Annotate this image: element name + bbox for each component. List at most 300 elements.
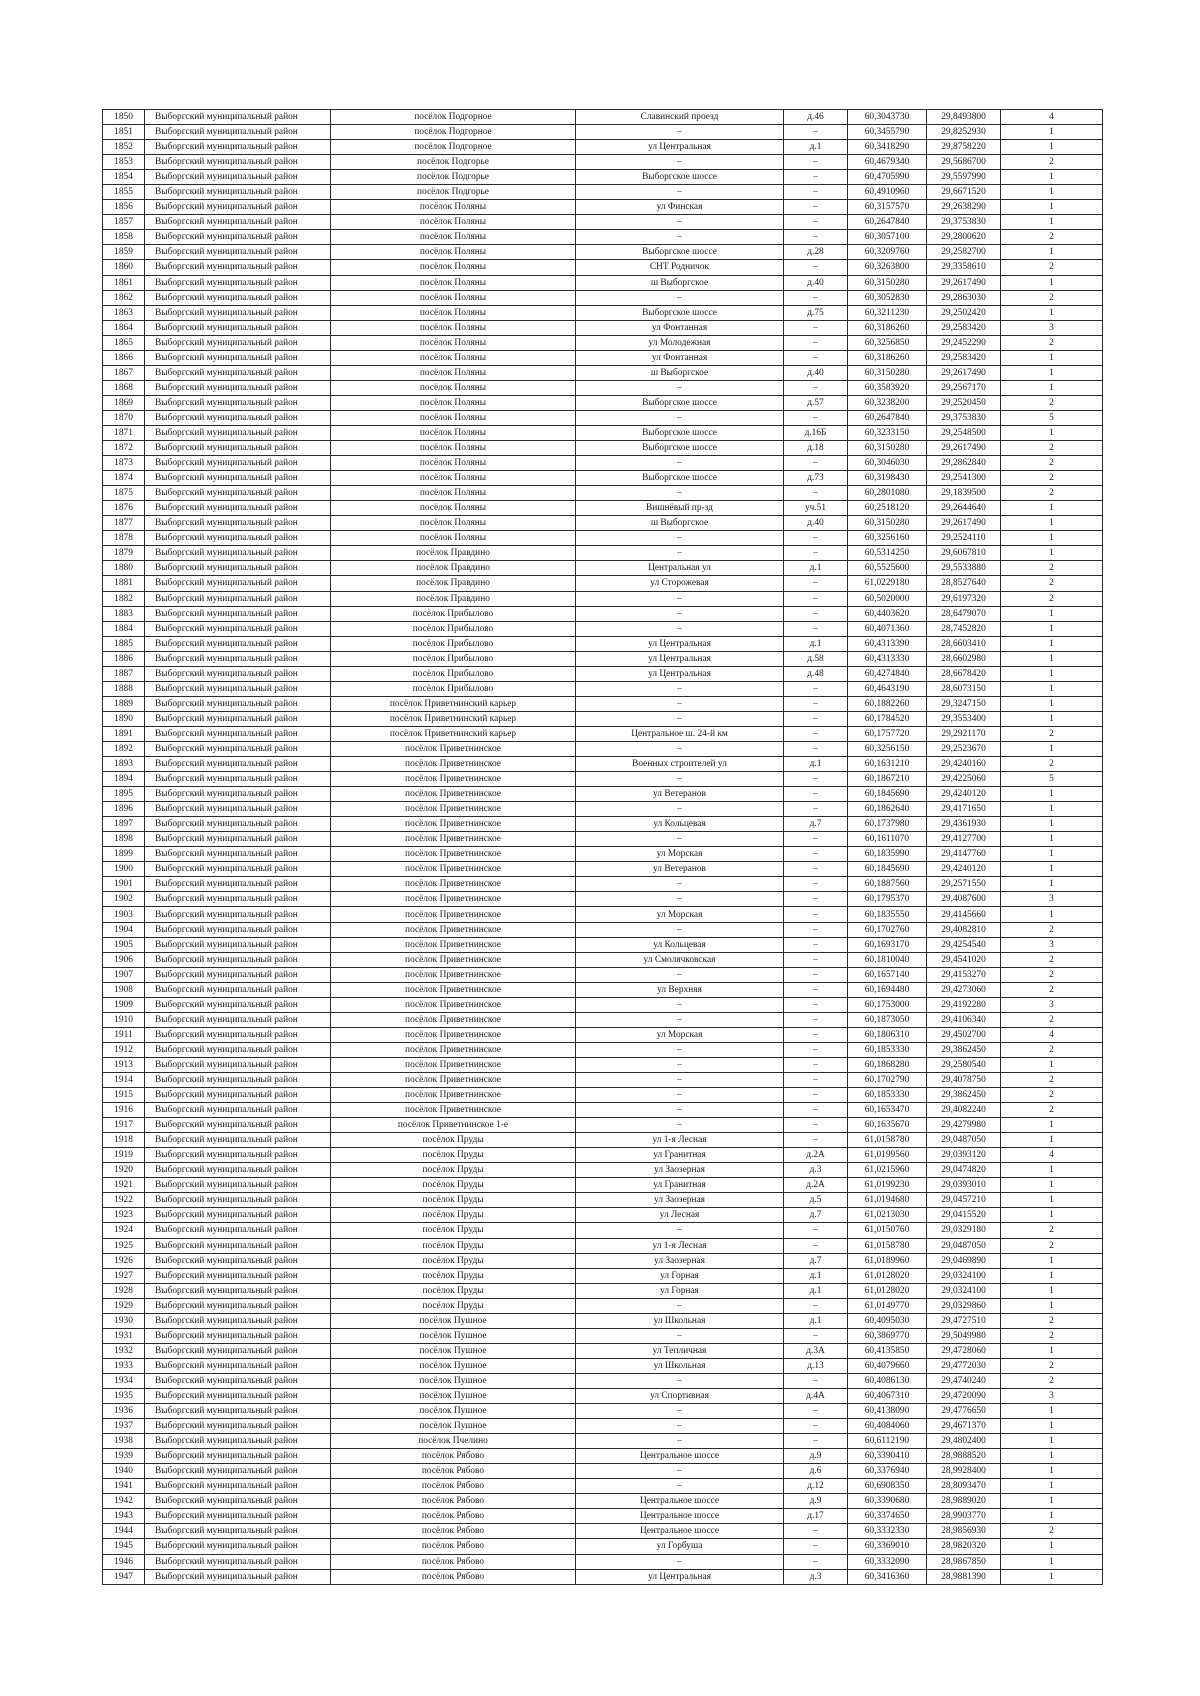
- settlement-cell: посёлок Поляны: [331, 425, 576, 440]
- latitude-cell: 60,4313330: [848, 651, 927, 666]
- count-cell: 2: [1001, 726, 1103, 741]
- table-row: [103, 1434, 1103, 1449]
- house-cell: –: [784, 290, 848, 305]
- street-cell: –: [576, 380, 784, 395]
- count-cell: 1: [1001, 1539, 1103, 1554]
- house-cell: –: [784, 1404, 848, 1419]
- row-number: 1873: [103, 456, 145, 471]
- row-number: 1909: [103, 997, 145, 1012]
- table-row: [103, 501, 1103, 516]
- row-number: 1859: [103, 245, 145, 260]
- table-row: [103, 1073, 1103, 1088]
- settlement-cell: посёлок Прибылово: [331, 666, 576, 681]
- district-cell: Выборгский муниципальный район: [145, 1057, 331, 1072]
- longitude-cell: 29,5533880: [927, 561, 1001, 576]
- longitude-cell: 29,4106340: [927, 1012, 1001, 1027]
- row-number: 1874: [103, 471, 145, 486]
- table-row: [103, 230, 1103, 245]
- district-cell: Выборгский муниципальный район: [145, 1283, 331, 1298]
- district-cell: Выборгский муниципальный район: [145, 410, 331, 425]
- latitude-cell: 60,4084060: [848, 1419, 927, 1434]
- count-cell: 1: [1001, 350, 1103, 365]
- district-cell: Выборгский муниципальный район: [145, 892, 331, 907]
- table-row: [103, 636, 1103, 651]
- district-cell: Выборгский муниципальный район: [145, 516, 331, 531]
- street-cell: –: [576, 997, 784, 1012]
- table-row: [103, 170, 1103, 185]
- table-row: [103, 952, 1103, 967]
- district-cell: Выборгский муниципальный район: [145, 847, 331, 862]
- longitude-cell: 28,7452820: [927, 621, 1001, 636]
- longitude-cell: 29,4078750: [927, 1073, 1001, 1088]
- row-number: 1871: [103, 425, 145, 440]
- count-cell: 1: [1001, 651, 1103, 666]
- latitude-cell: 60,3374650: [848, 1509, 927, 1524]
- latitude-cell: 61,0128020: [848, 1268, 927, 1283]
- count-cell: 1: [1001, 1449, 1103, 1464]
- longitude-cell: 29,4225060: [927, 772, 1001, 787]
- settlement-cell: посёлок Рябово: [331, 1524, 576, 1539]
- longitude-cell: 29,5597990: [927, 170, 1001, 185]
- table-row: [103, 1328, 1103, 1343]
- latitude-cell: 60,4313390: [848, 636, 927, 651]
- row-number: 1914: [103, 1073, 145, 1088]
- table-row: [103, 1419, 1103, 1434]
- latitude-cell: 60,3198430: [848, 471, 927, 486]
- settlement-cell: посёлок Приветнинское: [331, 832, 576, 847]
- count-cell: 2: [1001, 1012, 1103, 1027]
- table-row: [103, 1103, 1103, 1118]
- house-cell: –: [784, 1118, 848, 1133]
- latitude-cell: 60,2647840: [848, 215, 927, 230]
- district-cell: Выборгский муниципальный район: [145, 395, 331, 410]
- settlement-cell: посёлок Подгорье: [331, 155, 576, 170]
- longitude-cell: 29,4720090: [927, 1388, 1001, 1403]
- longitude-cell: 29,8758220: [927, 140, 1001, 155]
- longitude-cell: 29,3358610: [927, 260, 1001, 275]
- street-cell: –: [576, 1464, 784, 1479]
- latitude-cell: 60,4095030: [848, 1313, 927, 1328]
- table-row: [103, 1464, 1103, 1479]
- street-cell: Центральное шоссе: [576, 1509, 784, 1524]
- settlement-cell: посёлок Пушное: [331, 1313, 576, 1328]
- house-cell: –: [784, 1103, 848, 1118]
- longitude-cell: 28,8527640: [927, 576, 1001, 591]
- count-cell: 1: [1001, 245, 1103, 260]
- street-cell: ул Ветеранов: [576, 862, 784, 877]
- count-cell: 1: [1001, 1193, 1103, 1208]
- settlement-cell: посёлок Пруды: [331, 1283, 576, 1298]
- settlement-cell: посёлок Поляны: [331, 320, 576, 335]
- house-cell: д.17: [784, 1509, 848, 1524]
- longitude-cell: 29,8493800: [927, 110, 1001, 125]
- settlement-cell: посёлок Рябово: [331, 1494, 576, 1509]
- table-row: [103, 787, 1103, 802]
- row-number: 1869: [103, 395, 145, 410]
- row-number: 1868: [103, 380, 145, 395]
- table-row: [103, 1238, 1103, 1253]
- table-row: [103, 1163, 1103, 1178]
- count-cell: 2: [1001, 982, 1103, 997]
- settlement-cell: посёлок Рябово: [331, 1539, 576, 1554]
- table-row: [103, 1283, 1103, 1298]
- longitude-cell: 28,9856930: [927, 1524, 1001, 1539]
- settlement-cell: посёлок Приветнинское: [331, 1103, 576, 1118]
- settlement-cell: посёлок Правдино: [331, 591, 576, 606]
- street-cell: Выборгское шоссе: [576, 245, 784, 260]
- latitude-cell: 60,3186260: [848, 320, 927, 335]
- district-cell: Выборгский муниципальный район: [145, 335, 331, 350]
- longitude-cell: 29,0415520: [927, 1208, 1001, 1223]
- street-cell: –: [576, 456, 784, 471]
- table-row: [103, 1268, 1103, 1283]
- street-cell: ул Тепличная: [576, 1343, 784, 1358]
- district-cell: Выборгский муниципальный район: [145, 982, 331, 997]
- longitude-cell: 29,4776650: [927, 1404, 1001, 1419]
- table-row: [103, 711, 1103, 726]
- count-cell: 2: [1001, 260, 1103, 275]
- district-cell: Выборгский муниципальный район: [145, 1148, 331, 1163]
- house-cell: д.9: [784, 1449, 848, 1464]
- latitude-cell: 61,0199230: [848, 1178, 927, 1193]
- longitude-cell: 29,4192280: [927, 997, 1001, 1012]
- house-cell: –: [784, 1554, 848, 1569]
- count-cell: 1: [1001, 1057, 1103, 1072]
- latitude-cell: 60,3150280: [848, 441, 927, 456]
- house-cell: д.1: [784, 757, 848, 772]
- district-cell: Выборгский муниципальный район: [145, 1208, 331, 1223]
- count-cell: 1: [1001, 1133, 1103, 1148]
- latitude-cell: 60,1795370: [848, 892, 927, 907]
- street-cell: –: [576, 741, 784, 756]
- street-cell: –: [576, 215, 784, 230]
- house-cell: д.1: [784, 1283, 848, 1298]
- street-cell: ул Кольцевая: [576, 937, 784, 952]
- count-cell: 1: [1001, 1118, 1103, 1133]
- longitude-cell: 29,0324100: [927, 1268, 1001, 1283]
- longitude-cell: 29,2921170: [927, 726, 1001, 741]
- settlement-cell: посёлок Приветнинское 1-е: [331, 1118, 576, 1133]
- settlement-cell: посёлок Поляны: [331, 395, 576, 410]
- latitude-cell: 60,2518120: [848, 501, 927, 516]
- district-cell: Выборгский муниципальный район: [145, 772, 331, 787]
- settlement-cell: посёлок Правдино: [331, 546, 576, 561]
- house-cell: д.7: [784, 817, 848, 832]
- latitude-cell: 60,1694480: [848, 982, 927, 997]
- longitude-cell: 29,2541300: [927, 471, 1001, 486]
- row-number: 1942: [103, 1494, 145, 1509]
- street-cell: ул Центральная: [576, 666, 784, 681]
- street-cell: Центральная ул: [576, 561, 784, 576]
- district-cell: Выборгский муниципальный район: [145, 802, 331, 817]
- table-row: [103, 320, 1103, 335]
- count-cell: 2: [1001, 576, 1103, 591]
- settlement-cell: посёлок Приветнинское: [331, 1027, 576, 1042]
- house-cell: д.40: [784, 516, 848, 531]
- street-cell: ул Сторожевая: [576, 576, 784, 591]
- street-cell: –: [576, 621, 784, 636]
- longitude-cell: 29,2452290: [927, 335, 1001, 350]
- row-number: 1867: [103, 365, 145, 380]
- latitude-cell: 60,4086130: [848, 1373, 927, 1388]
- house-cell: –: [784, 696, 848, 711]
- row-number: 1918: [103, 1133, 145, 1148]
- district-cell: Выборгский муниципальный район: [145, 877, 331, 892]
- settlement-cell: посёлок Приветнинский карьер: [331, 726, 576, 741]
- house-cell: –: [784, 155, 848, 170]
- latitude-cell: 60,1862640: [848, 802, 927, 817]
- latitude-cell: 61,0194680: [848, 1193, 927, 1208]
- row-number: 1887: [103, 666, 145, 681]
- latitude-cell: 60,1611070: [848, 832, 927, 847]
- longitude-cell: 28,9928400: [927, 1464, 1001, 1479]
- district-cell: Выборгский муниципальный район: [145, 606, 331, 621]
- settlement-cell: посёлок Приветнинское: [331, 907, 576, 922]
- latitude-cell: 60,1867210: [848, 772, 927, 787]
- longitude-cell: 29,4740240: [927, 1373, 1001, 1388]
- table-row: [103, 1223, 1103, 1238]
- district-cell: Выборгский муниципальный район: [145, 817, 331, 832]
- count-cell: 2: [1001, 471, 1103, 486]
- count-cell: 1: [1001, 862, 1103, 877]
- latitude-cell: 61,0128020: [848, 1283, 927, 1298]
- house-cell: –: [784, 1042, 848, 1057]
- district-cell: Выборгский муниципальный район: [145, 997, 331, 1012]
- street-cell: –: [576, 155, 784, 170]
- district-cell: Выборгский муниципальный район: [145, 1268, 331, 1283]
- row-number: 1894: [103, 772, 145, 787]
- row-number: 1907: [103, 967, 145, 982]
- table-row: [103, 140, 1103, 155]
- district-cell: Выборгский муниципальный район: [145, 666, 331, 681]
- table-row: [103, 290, 1103, 305]
- street-cell: –: [576, 696, 784, 711]
- street-cell: ул 1-я Лесная: [576, 1133, 784, 1148]
- longitude-cell: 29,2502420: [927, 305, 1001, 320]
- street-cell: –: [576, 410, 784, 425]
- table-row: [103, 1042, 1103, 1057]
- longitude-cell: 29,2638290: [927, 200, 1001, 215]
- longitude-cell: 29,3553400: [927, 711, 1001, 726]
- table-row: [103, 696, 1103, 711]
- count-cell: 3: [1001, 997, 1103, 1012]
- settlement-cell: посёлок Рябово: [331, 1569, 576, 1584]
- latitude-cell: 60,6908350: [848, 1479, 927, 1494]
- street-cell: ул Морская: [576, 1027, 784, 1042]
- table-row: [103, 591, 1103, 606]
- street-cell: –: [576, 1042, 784, 1057]
- table-row: [103, 1208, 1103, 1223]
- row-number: 1858: [103, 230, 145, 245]
- district-cell: Выборгский муниципальный район: [145, 1313, 331, 1328]
- settlement-cell: посёлок Поляны: [331, 200, 576, 215]
- house-cell: –: [784, 1298, 848, 1313]
- latitude-cell: 60,3157570: [848, 200, 927, 215]
- settlement-cell: посёлок Рябово: [331, 1509, 576, 1524]
- settlement-cell: посёлок Приветнинское: [331, 937, 576, 952]
- district-cell: Выборгский муниципальный район: [145, 1238, 331, 1253]
- count-cell: 4: [1001, 1148, 1103, 1163]
- settlement-cell: посёлок Приветнинский карьер: [331, 711, 576, 726]
- table-row: [103, 350, 1103, 365]
- count-cell: 2: [1001, 335, 1103, 350]
- row-number: 1893: [103, 757, 145, 772]
- count-cell: 1: [1001, 1419, 1103, 1434]
- count-cell: 4: [1001, 110, 1103, 125]
- house-cell: –: [784, 1238, 848, 1253]
- district-cell: Выборгский муниципальный район: [145, 1419, 331, 1434]
- house-cell: д.2А: [784, 1178, 848, 1193]
- street-cell: ул Центральная: [576, 636, 784, 651]
- longitude-cell: 28,8093470: [927, 1479, 1001, 1494]
- longitude-cell: 28,9889020: [927, 1494, 1001, 1509]
- table-row: [103, 1088, 1103, 1103]
- house-cell: д.28: [784, 245, 848, 260]
- district-cell: Выборгский муниципальный район: [145, 200, 331, 215]
- house-cell: д.5: [784, 1193, 848, 1208]
- count-cell: 1: [1001, 847, 1103, 862]
- settlement-cell: посёлок Приветнинское: [331, 741, 576, 756]
- house-cell: –: [784, 1133, 848, 1148]
- table-row: [103, 681, 1103, 696]
- row-number: 1860: [103, 260, 145, 275]
- house-cell: –: [784, 215, 848, 230]
- row-number: 1853: [103, 155, 145, 170]
- latitude-cell: 60,4274840: [848, 666, 927, 681]
- table-row: [103, 1178, 1103, 1193]
- district-cell: Выборгский муниципальный район: [145, 185, 331, 200]
- count-cell: 2: [1001, 952, 1103, 967]
- house-cell: д.48: [784, 666, 848, 681]
- district-cell: Выборгский муниципальный район: [145, 305, 331, 320]
- street-cell: –: [576, 486, 784, 501]
- table-row: [103, 576, 1103, 591]
- settlement-cell: посёлок Поляны: [331, 260, 576, 275]
- district-cell: Выборгский муниципальный район: [145, 441, 331, 456]
- latitude-cell: 60,1757720: [848, 726, 927, 741]
- row-number: 1855: [103, 185, 145, 200]
- street-cell: Выборгское шоссе: [576, 170, 784, 185]
- count-cell: 1: [1001, 636, 1103, 651]
- house-cell: –: [784, 1073, 848, 1088]
- latitude-cell: 60,3043730: [848, 110, 927, 125]
- house-cell: –: [784, 576, 848, 591]
- settlement-cell: посёлок Поляны: [331, 230, 576, 245]
- street-cell: –: [576, 1118, 784, 1133]
- table-row: [103, 125, 1103, 140]
- row-number: 1877: [103, 516, 145, 531]
- settlement-cell: посёлок Поляны: [331, 380, 576, 395]
- house-cell: –: [784, 606, 848, 621]
- district-cell: Выборгский муниципальный район: [145, 1133, 331, 1148]
- latitude-cell: 61,0149770: [848, 1298, 927, 1313]
- street-cell: Центральное шоссе: [576, 1449, 784, 1464]
- street-cell: –: [576, 1554, 784, 1569]
- latitude-cell: 60,5314250: [848, 546, 927, 561]
- district-cell: Выборгский муниципальный район: [145, 260, 331, 275]
- latitude-cell: 61,0158780: [848, 1238, 927, 1253]
- house-cell: д.13: [784, 1358, 848, 1373]
- row-number: 1925: [103, 1238, 145, 1253]
- street-cell: ул Морская: [576, 847, 784, 862]
- street-cell: –: [576, 230, 784, 245]
- row-number: 1938: [103, 1434, 145, 1449]
- count-cell: 1: [1001, 380, 1103, 395]
- street-cell: ул Заозерная: [576, 1253, 784, 1268]
- table-row: [103, 772, 1103, 787]
- table-row: [103, 335, 1103, 350]
- longitude-cell: 29,2863030: [927, 290, 1001, 305]
- latitude-cell: 60,3869770: [848, 1328, 927, 1343]
- count-cell: 1: [1001, 787, 1103, 802]
- longitude-cell: 28,6073150: [927, 681, 1001, 696]
- row-number: 1902: [103, 892, 145, 907]
- house-cell: –: [784, 1328, 848, 1343]
- settlement-cell: посёлок Приветнинское: [331, 1057, 576, 1072]
- latitude-cell: 60,4079660: [848, 1358, 927, 1373]
- settlement-cell: посёлок Подгорное: [331, 140, 576, 155]
- street-cell: ул Финская: [576, 200, 784, 215]
- longitude-cell: 29,6671520: [927, 185, 1001, 200]
- street-cell: ул Горбуша: [576, 1539, 784, 1554]
- house-cell: –: [784, 847, 848, 862]
- street-cell: –: [576, 772, 784, 787]
- table-row: [103, 817, 1103, 832]
- document-page: [102, 109, 1102, 1585]
- row-number: 1944: [103, 1524, 145, 1539]
- street-cell: –: [576, 892, 784, 907]
- house-cell: д.40: [784, 275, 848, 290]
- count-cell: 1: [1001, 1343, 1103, 1358]
- table-row: [103, 1539, 1103, 1554]
- latitude-cell: 60,3150280: [848, 275, 927, 290]
- house-cell: –: [784, 1434, 848, 1449]
- latitude-cell: 61,0158780: [848, 1133, 927, 1148]
- row-number: 1905: [103, 937, 145, 952]
- latitude-cell: 60,4135850: [848, 1343, 927, 1358]
- house-cell: д.57: [784, 395, 848, 410]
- street-cell: ул Центральная: [576, 140, 784, 155]
- street-cell: Центральное шоссе: [576, 1494, 784, 1509]
- settlement-cell: посёлок Прибылово: [331, 621, 576, 636]
- latitude-cell: 60,3332090: [848, 1554, 927, 1569]
- latitude-cell: 60,1845690: [848, 787, 927, 802]
- longitude-cell: 28,9820320: [927, 1539, 1001, 1554]
- longitude-cell: 29,4279980: [927, 1118, 1001, 1133]
- row-number: 1895: [103, 787, 145, 802]
- row-number: 1921: [103, 1178, 145, 1193]
- street-cell: –: [576, 1298, 784, 1313]
- count-cell: 1: [1001, 1494, 1103, 1509]
- longitude-cell: 28,6479070: [927, 606, 1001, 621]
- row-number: 1880: [103, 561, 145, 576]
- row-number: 1934: [103, 1373, 145, 1388]
- count-cell: 2: [1001, 967, 1103, 982]
- table-row: [103, 546, 1103, 561]
- settlement-cell: посёлок Приветнинское: [331, 1073, 576, 1088]
- longitude-cell: 29,5686700: [927, 155, 1001, 170]
- settlement-cell: посёлок Приветнинское: [331, 952, 576, 967]
- latitude-cell: 60,1631210: [848, 757, 927, 772]
- row-number: 1892: [103, 741, 145, 756]
- row-number: 1879: [103, 546, 145, 561]
- house-cell: –: [784, 907, 848, 922]
- settlement-cell: посёлок Подгорье: [331, 170, 576, 185]
- street-cell: –: [576, 681, 784, 696]
- table-row: [103, 892, 1103, 907]
- house-cell: –: [784, 726, 848, 741]
- settlement-cell: посёлок Приветнинское: [331, 997, 576, 1012]
